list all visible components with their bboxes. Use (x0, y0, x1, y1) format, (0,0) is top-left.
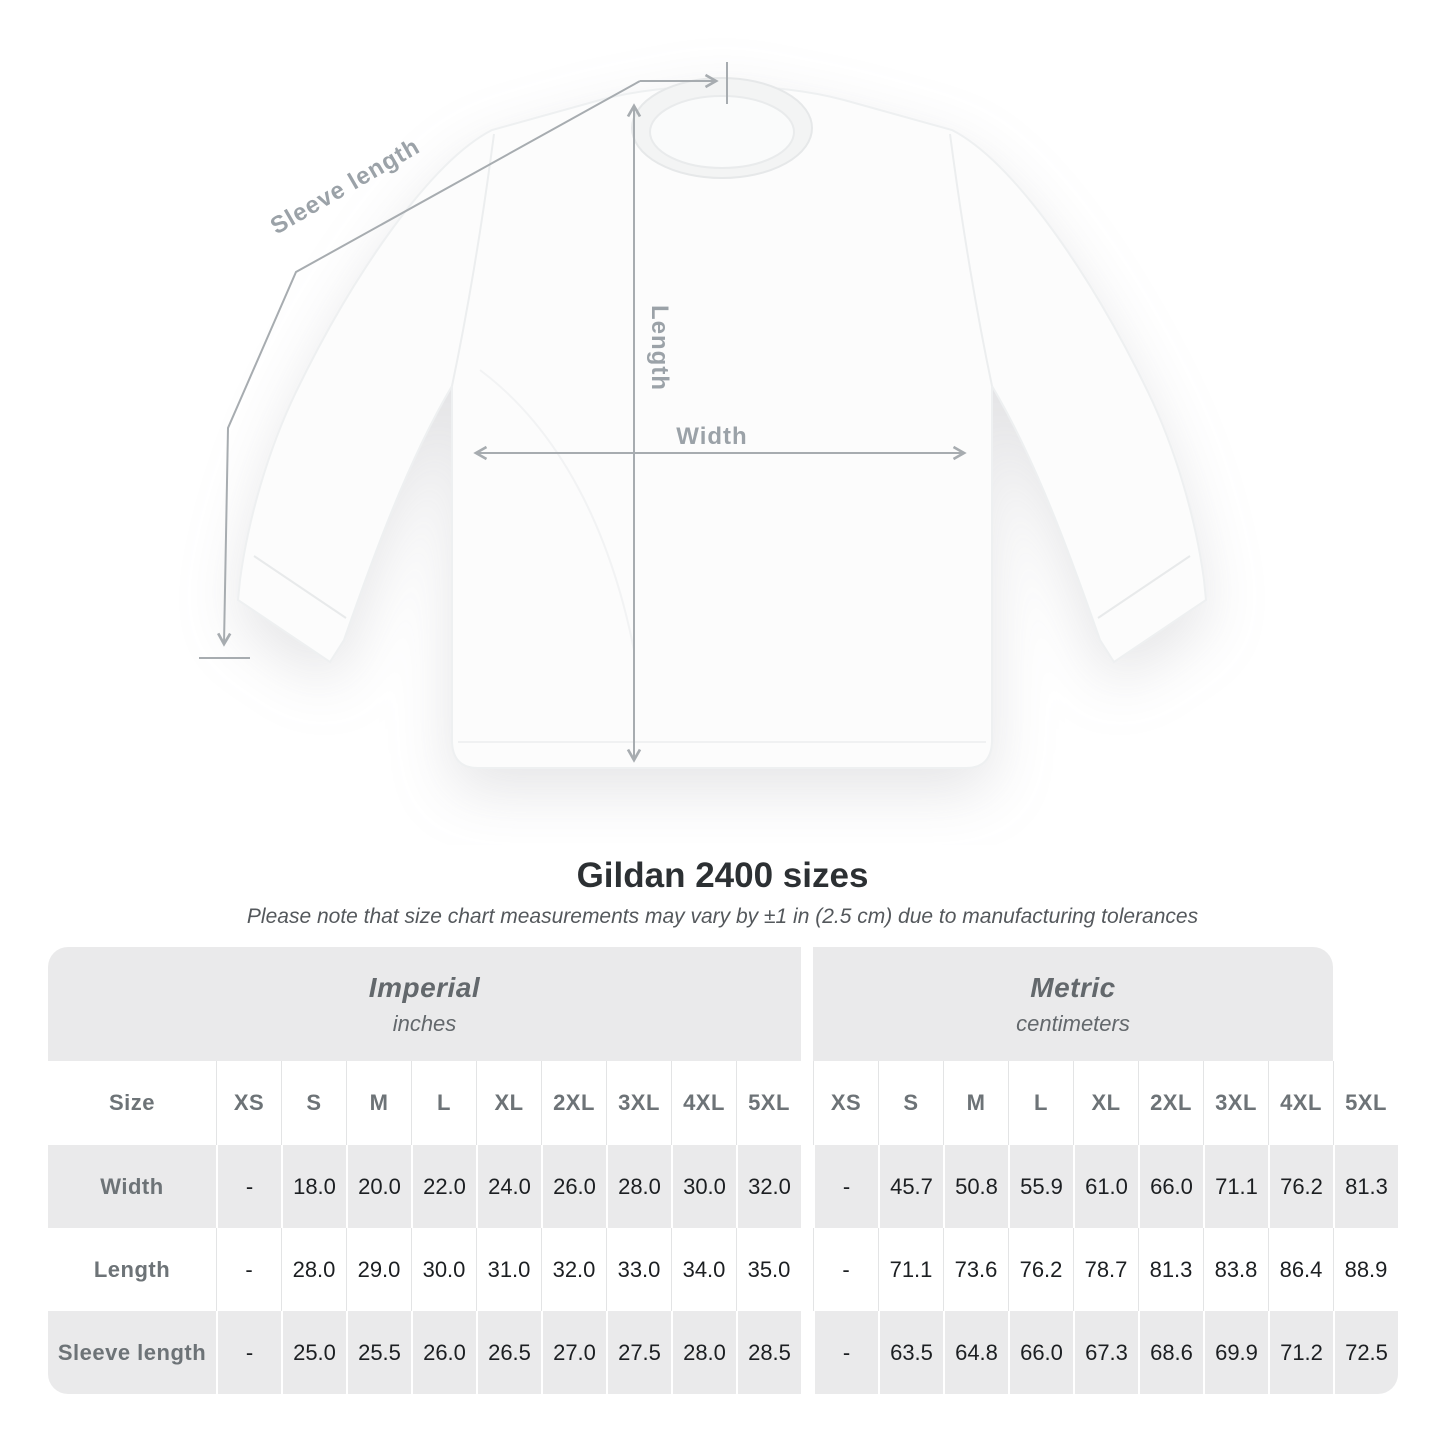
metric-value: 73.6 (943, 1228, 1008, 1311)
size-column-header-imperial-m: M (346, 1061, 411, 1145)
width-label: Width (676, 423, 748, 450)
imperial-value: 24.0 (476, 1145, 541, 1228)
measurement-row-length (48, 1228, 1398, 1311)
row-label: Length (48, 1228, 216, 1311)
section-gap (801, 1311, 813, 1394)
metric-value: 76.2 (1268, 1145, 1333, 1228)
row-label: Sleeve length (48, 1311, 216, 1394)
imperial-value: 27.5 (606, 1311, 671, 1394)
imperial-value: 32.0 (736, 1145, 801, 1228)
row-label: Width (48, 1145, 216, 1228)
metric-value: 71.1 (878, 1228, 943, 1311)
metric-band (813, 947, 1333, 1061)
imperial-value: 25.5 (346, 1311, 411, 1394)
imperial-value: 26.5 (476, 1311, 541, 1394)
imperial-value: 30.0 (671, 1145, 736, 1228)
size-column-header-imperial-3xl: 3XL (606, 1061, 671, 1145)
section-gap (801, 1228, 813, 1311)
metric-value: 76.2 (1008, 1228, 1073, 1311)
size-column-header-metric-m: M (943, 1061, 1008, 1145)
imperial-band (48, 947, 801, 1061)
size-column-header-imperial-xs: XS (216, 1061, 281, 1145)
length-label: Length (646, 305, 673, 391)
page-title: Gildan 2400 sizes (576, 856, 869, 895)
collar-inner (650, 96, 794, 168)
metric-unit-label: centimeters (1016, 1010, 1130, 1036)
imperial-value: 27.0 (541, 1311, 606, 1394)
imperial-value: - (216, 1311, 281, 1394)
metric-value: 68.6 (1138, 1311, 1203, 1394)
imperial-value: 31.0 (476, 1228, 541, 1311)
metric-value: 50.8 (943, 1145, 1008, 1228)
size-column-header-imperial-2xl: 2XL (541, 1061, 606, 1145)
size-column-header-imperial-4xl: 4XL (671, 1061, 736, 1145)
metric-value: 64.8 (943, 1311, 1008, 1394)
imperial-section-label: Imperial (368, 971, 481, 1003)
measurement-row-sleeve-length (48, 1311, 1398, 1394)
metric-value: 45.7 (878, 1145, 943, 1228)
tolerance-note: Please note that size chart measurements may vary by ±1 in (2.5 cm) due to manufacturing tolerances (246, 905, 1199, 928)
metric-value: 66.0 (1008, 1311, 1073, 1394)
section-gap (801, 1061, 813, 1145)
imperial-value: - (216, 1228, 281, 1311)
size-column-header-imperial-xl: XL (476, 1061, 541, 1145)
imperial-value: 28.0 (606, 1145, 671, 1228)
metric-value: 81.3 (1138, 1228, 1203, 1311)
metric-value: 72.5 (1333, 1311, 1398, 1394)
size-column-header-metric-4xl: 4XL (1268, 1061, 1333, 1145)
metric-value: 61.0 (1073, 1145, 1138, 1228)
size-column-header-metric-s: S (878, 1061, 943, 1145)
metric-value: 81.3 (1333, 1145, 1398, 1228)
metric-value: 78.7 (1073, 1228, 1138, 1311)
imperial-value: 26.0 (541, 1145, 606, 1228)
metric-value: - (813, 1145, 878, 1228)
imperial-value: 28.5 (736, 1311, 801, 1394)
imperial-value: 22.0 (411, 1145, 476, 1228)
metric-value: 83.8 (1203, 1228, 1268, 1311)
size-column-header-metric-3xl: 3XL (1203, 1061, 1268, 1145)
measurement-row-width (48, 1145, 1398, 1228)
imperial-value: 20.0 (346, 1145, 411, 1228)
size-header-row (48, 1061, 1398, 1145)
unit-band-row (48, 947, 1398, 1061)
metric-value: 71.2 (1268, 1311, 1333, 1394)
imperial-value: 35.0 (736, 1228, 801, 1311)
metric-section-label: Metric (1030, 971, 1116, 1003)
imperial-value: 34.0 (671, 1228, 736, 1311)
size-column-header-metric-xs: XS (813, 1061, 878, 1145)
imperial-value: 18.0 (281, 1145, 346, 1228)
size-corner-label: Size (108, 1090, 156, 1115)
size-column-header-imperial-s: S (281, 1061, 346, 1145)
section-gap (801, 1145, 813, 1228)
sleeve-length-label: Sleeve length (265, 132, 425, 241)
size-chart-table (48, 947, 1398, 1394)
metric-value: 66.0 (1138, 1145, 1203, 1228)
size-column-header-imperial-l: L (411, 1061, 476, 1145)
imperial-value: 32.0 (541, 1228, 606, 1311)
size-column-header-metric-l: L (1008, 1061, 1073, 1145)
imperial-unit-label: inches (392, 1010, 457, 1036)
size-column-header-metric-xl: XL (1073, 1061, 1138, 1145)
imperial-value: 30.0 (411, 1228, 476, 1311)
metric-value: 71.1 (1203, 1145, 1268, 1228)
imperial-value: 26.0 (411, 1311, 476, 1394)
size-column-header-metric-5xl: 5XL (1333, 1061, 1398, 1145)
size-column-header-imperial-5xl: 5XL (736, 1061, 801, 1145)
imperial-value: 28.0 (281, 1228, 346, 1311)
imperial-value: 29.0 (346, 1228, 411, 1311)
metric-value: - (813, 1228, 878, 1311)
imperial-value: 33.0 (606, 1228, 671, 1311)
metric-value: 88.9 (1333, 1228, 1398, 1311)
metric-value: 86.4 (1268, 1228, 1333, 1311)
metric-value: 67.3 (1073, 1311, 1138, 1394)
imperial-value: 28.0 (671, 1311, 736, 1394)
imperial-value: - (216, 1145, 281, 1228)
size-column-header-metric-2xl: 2XL (1138, 1061, 1203, 1145)
imperial-value: 25.0 (281, 1311, 346, 1394)
metric-value: 63.5 (878, 1311, 943, 1394)
metric-value: 69.9 (1203, 1311, 1268, 1394)
metric-value: 55.9 (1008, 1145, 1073, 1228)
chart-heading (0, 856, 1445, 929)
metric-value: - (813, 1311, 878, 1394)
